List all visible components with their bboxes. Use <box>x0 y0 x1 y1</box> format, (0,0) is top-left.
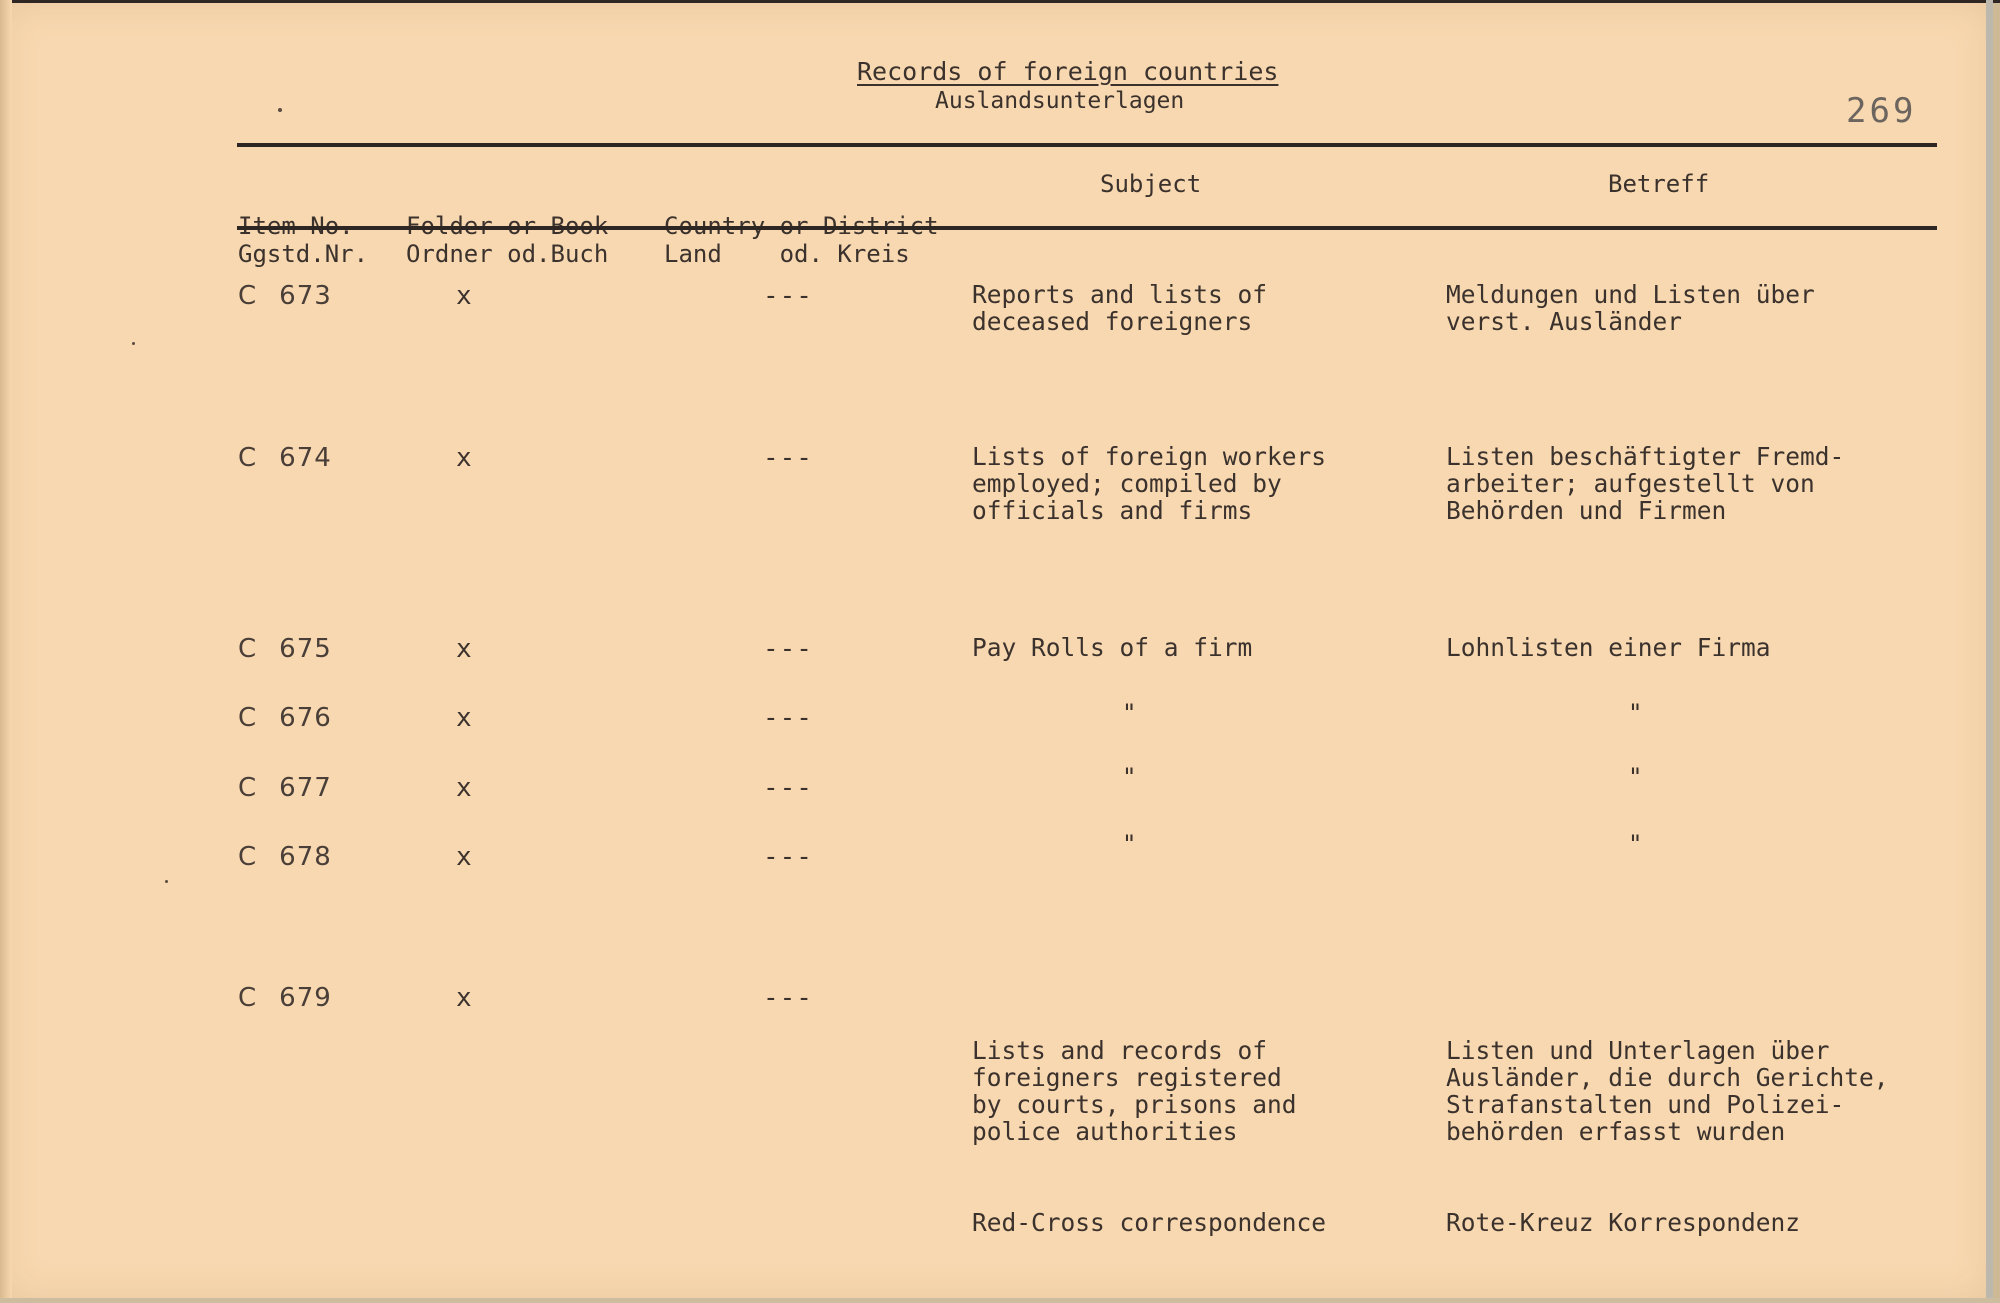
header-rule-bottom <box>237 226 1937 230</box>
item-number: C 676 <box>238 703 332 733</box>
ditto-mark-betreff: " <box>1628 830 1643 858</box>
column-header-betreff: Betreff <box>1608 170 1710 198</box>
folder-mark: x <box>456 773 472 803</box>
paper-speck <box>132 342 135 345</box>
folder-mark: x <box>456 634 472 664</box>
folder-mark: x <box>456 983 472 1013</box>
item-number: C 674 <box>238 443 332 473</box>
betreff-cell: Listen beschäftigter Fremd- arbeiter; aufgestellt von Behörden und Firmen <box>1446 442 1845 525</box>
header-rule-top <box>237 143 1937 147</box>
item-number: C 675 <box>238 634 332 664</box>
betreff-cell: Listen und Unterlagen über Ausländer, die durch Gerichte, Strafanstalten und Polizei- behörden erfasst wurden Rote-Kreuz Korrespondenz <box>1446 1036 1889 1237</box>
column-header-subject: Subject <box>1100 170 1202 198</box>
subject-cell: Lists of foreign workers employed; compiled by officials and firms <box>972 442 1327 525</box>
subject-cell: Lists and records of foreigners registered by courts, prisons and police authorities Red-Cross correspondence <box>972 1036 1327 1237</box>
country-cell: --- <box>763 281 813 311</box>
ditto-mark-betreff: " <box>1628 763 1643 791</box>
item-number: C 673 <box>238 281 332 311</box>
ditto-mark-subject: " <box>1122 763 1137 791</box>
country-cell: --- <box>763 634 813 664</box>
item-number: C 677 <box>238 773 332 803</box>
folder-mark: x <box>456 281 472 311</box>
subject-cell: Pay Rolls of a firm <box>972 633 1253 662</box>
scan-edge-right <box>1986 0 1993 1303</box>
subject-cell: Reports and lists of deceased foreigners <box>972 280 1268 336</box>
folder-mark: x <box>456 842 472 872</box>
page-number: 269 <box>1846 91 1917 131</box>
folder-mark: x <box>456 443 472 473</box>
country-cell: --- <box>763 842 813 872</box>
ditto-mark-betreff: " <box>1628 699 1643 727</box>
item-number: C 679 <box>238 983 332 1013</box>
page-subtitle: Auslandsunterlagen <box>935 88 1185 114</box>
ditto-mark-subject: " <box>1122 699 1137 727</box>
scan-edge-bottom <box>0 1298 2000 1303</box>
country-cell: --- <box>763 703 813 733</box>
page-title: Records of foreign countries <box>857 57 1279 86</box>
country-cell: --- <box>763 773 813 803</box>
paper-speck <box>278 108 282 112</box>
paper-speck <box>165 880 168 883</box>
subject-extra: Red-Cross correspondence <box>972 1208 1327 1237</box>
country-cell: --- <box>763 983 813 1013</box>
scan-edge-top <box>0 0 2000 3</box>
country-cell: --- <box>763 443 813 473</box>
scan-edge-left <box>0 0 12 1303</box>
betreff-extra: Rote-Kreuz Korrespondenz <box>1446 1208 1801 1237</box>
column-header-country: Land od. Kreis <box>664 240 910 268</box>
column-header-item: Ggstd.Nr. <box>238 240 369 268</box>
ditto-mark-subject: " <box>1122 830 1137 858</box>
betreff-cell: Lohnlisten einer Firma <box>1446 633 1771 662</box>
folder-mark: x <box>456 703 472 733</box>
item-number: C 678 <box>238 842 332 872</box>
betreff-cell: Meldungen und Listen über verst. Ausländer <box>1446 280 1815 336</box>
column-header-folder: Ordner od.Buch <box>406 240 609 268</box>
